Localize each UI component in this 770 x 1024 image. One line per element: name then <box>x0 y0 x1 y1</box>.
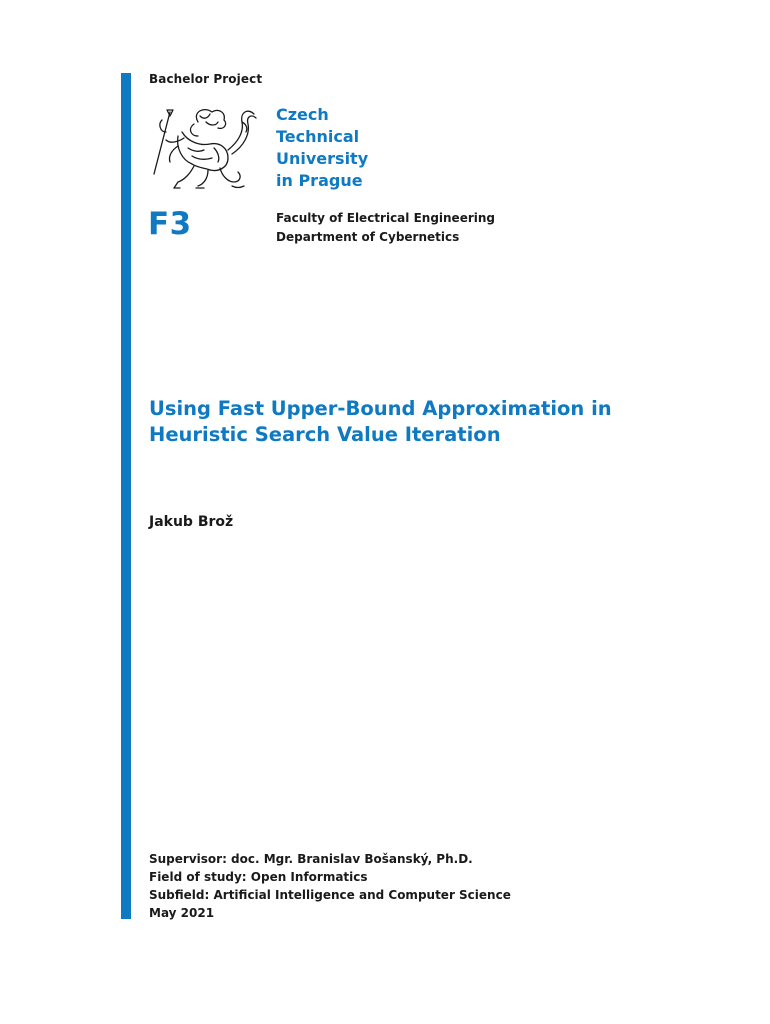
supervisor: Supervisor: doc. Mgr. Branislav Bošanský, Ph.D. <box>149 852 473 866</box>
thesis-title <box>149 396 612 448</box>
university-name <box>276 104 368 192</box>
document-type: Bachelor Project <box>149 72 263 86</box>
university-name-line: in Prague <box>276 171 363 190</box>
university-name-line: Technical <box>276 127 360 146</box>
thesis-title-line: Using Fast Upper-Bound Approximation in <box>149 397 612 420</box>
author-name: Jakub Brož <box>149 514 234 530</box>
faculty-info <box>276 209 495 247</box>
university-name-line: Czech <box>276 105 329 124</box>
field-of-study: Field of study: Open Informatics <box>149 870 368 884</box>
accent-bar <box>121 73 131 919</box>
department-name: Department of Cybernetics <box>276 230 460 244</box>
faculty-name: Faculty of Electrical Engineering <box>276 211 495 225</box>
subfield: Subfield: Artificial Intelligence and Computer Science <box>149 888 511 902</box>
ctu-lion-icon <box>148 102 262 192</box>
faculty-mark: F3 <box>148 206 192 242</box>
thesis-title-line: Heuristic Search Value Iteration <box>149 423 501 446</box>
university-name-line: University <box>276 149 369 168</box>
submission-date: May 2021 <box>149 906 215 920</box>
thesis-details <box>149 850 511 922</box>
